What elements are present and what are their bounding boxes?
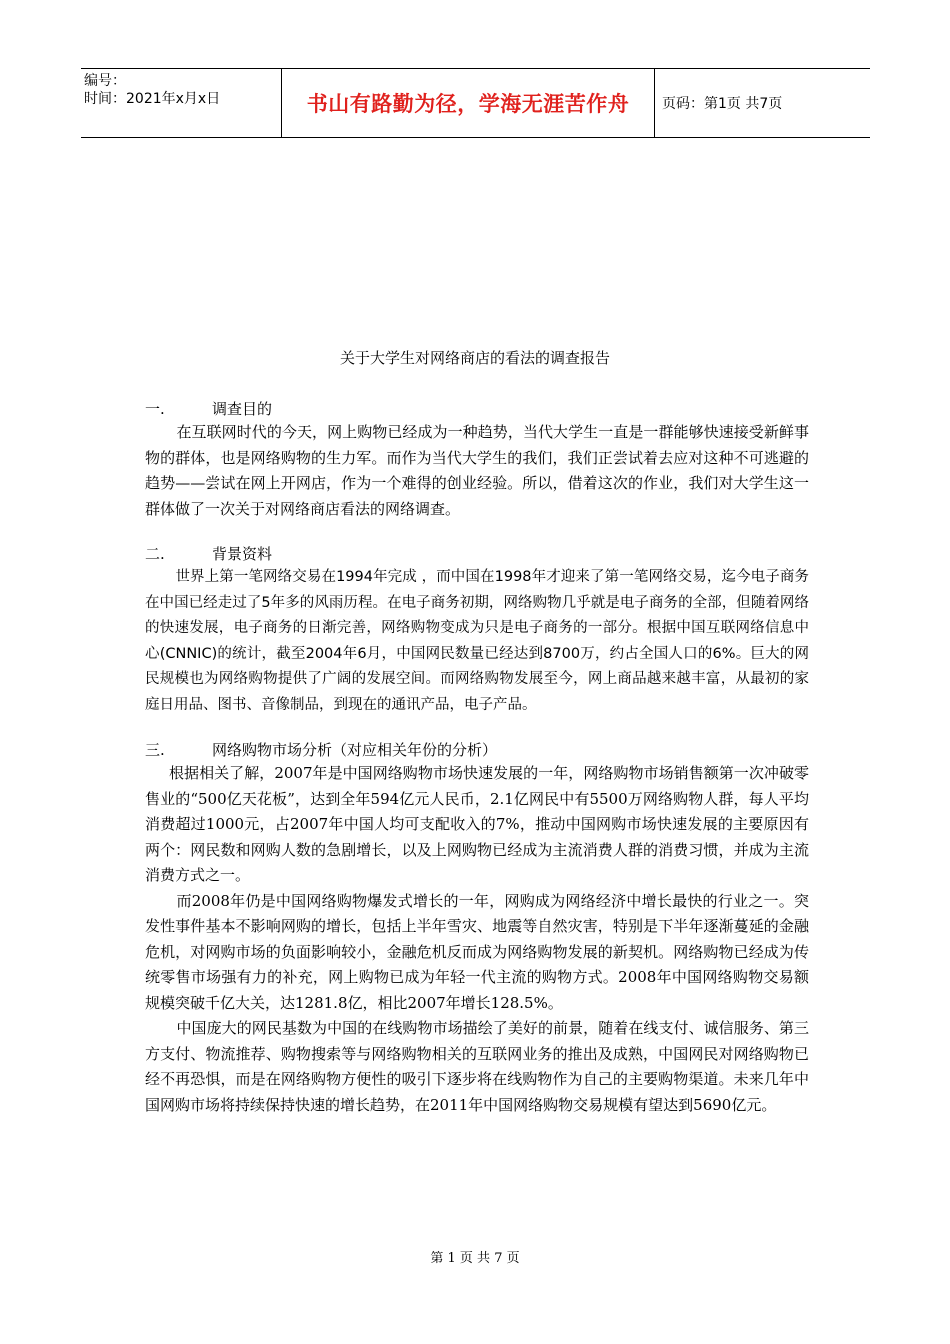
section-number: 一. xyxy=(145,400,165,418)
header-motto-cell xyxy=(281,69,655,137)
paragraph: 在互联网时代的今天，网上购物已经成为一种趋势，当代大学生一直是一群能够快速接受新鲜事物的群体，也是网络购物的生力军。而作为当代大学生的我们，我们正尝试着去应对这种不可逃避的趋势——尝试在网上开网店，作为一个难得的创业经验。所以，借着这次的作业，我们对大学生这一群体做了一次关于对网络商店看法的网络调查。 xyxy=(145,423,809,518)
time-label: 时间：2021年x月x日 xyxy=(84,91,221,107)
paragraph: 世界上第一笔网络交易在1994年完成 ，而中国在1998年才迎来了第一笔网络交易，迄今电子商务在中国已经走过了5年多的风雨历程。在电子商务初期，网络购物几乎就是电子商务的全部，但随着网络的快速发展，电子商务的日渐完善，网络购物变成为只是电子商务的一部分。根据中国互联网络信息中心(CNNIC)的统计，截至2004年6月，中国网民数量已经达到8700万，约占全国人口的6%。巨大的网民规模也为网络购物提供了广阔的发展空间。而网络购物发展至今，网上商品越来越丰富，从最初的家庭日用品、图书、音像制品，到现在的通讯产品，电子产品。 xyxy=(145,569,809,713)
section-title: 背景资料 xyxy=(212,545,273,563)
section-heading xyxy=(145,398,809,420)
header-page-cell xyxy=(655,69,870,137)
paragraph: 而2008年仍是中国网络购物爆发式增长的一年，网购成为网络经济中增长最快的行业之一。突发性事件基本不影响网购的增长，包括上半年雪灾、地震等自然灾害，特别是下半年逐渐蔓延的金融危机，对网购市场的负面影响较小，金融危机反而成为网络购物发展的新契机。网络购物已经成为传统零售市场强有力的补充，网上购物已成为年轻一代主流的购物方式。2008年中国网络购物交易额规模突破千亿大关，达1281.8亿，相比2007年增长128.5%。 xyxy=(145,891,809,1012)
paragraph: 中国庞大的网民基数为中国的在线购物市场描绘了美好的前景，随着在线支付、诚信服务、第三方支付、物流推荐、购物搜索等与网络购物相关的互联网业务的推出及成熟，中国网民对网络购物已经不再恐惧，而是在网络购物方便性的吸引下逐步将在线购物作为自己的主要购物渠道。未来几年中国网购市场将持续保持快速的增长趋势，在2011年中国网络购物交易规模有望达到5690亿元。 xyxy=(145,1019,809,1114)
page-header xyxy=(81,68,870,138)
page-info: 页码：第1页 共7页 xyxy=(662,96,783,112)
document-body xyxy=(145,398,809,1118)
section-number: 二. xyxy=(145,545,165,563)
section-heading xyxy=(145,739,809,761)
section-number: 三. xyxy=(145,741,165,759)
paragraph: 根据相关了解，2007年是中国网络购物市场快速发展的一年，网络购物市场销售额第一次冲破零售业的“500亿天花板”，达到全年594亿元人民币，2.1亿网民中有5500万网络购物人群，每人平均消费超过1000元，占2007年中国人均可支配收入的7%，推动中国网购市场快速发展的主要原因有两个：网民数和网购人数的急剧增长，以及上网购物已经成为主流消费人群的消费习惯，并成为主流消费方式之一。 xyxy=(145,764,809,884)
page-footer: 第 1 页 共 7 页 xyxy=(430,1251,520,1266)
section-heading xyxy=(145,543,809,565)
motto-text: 书山有路勤为径，学海无涯苦作舟 xyxy=(306,92,630,116)
header-meta xyxy=(81,69,281,137)
section-title: 调查目的 xyxy=(212,400,273,418)
document-title: 关于大学生对网络商店的看法的调查报告 xyxy=(339,349,610,367)
section-title: 网络购物市场分析（对应相关年份的分析） xyxy=(212,741,498,759)
serial-label: 编号： xyxy=(84,73,126,89)
